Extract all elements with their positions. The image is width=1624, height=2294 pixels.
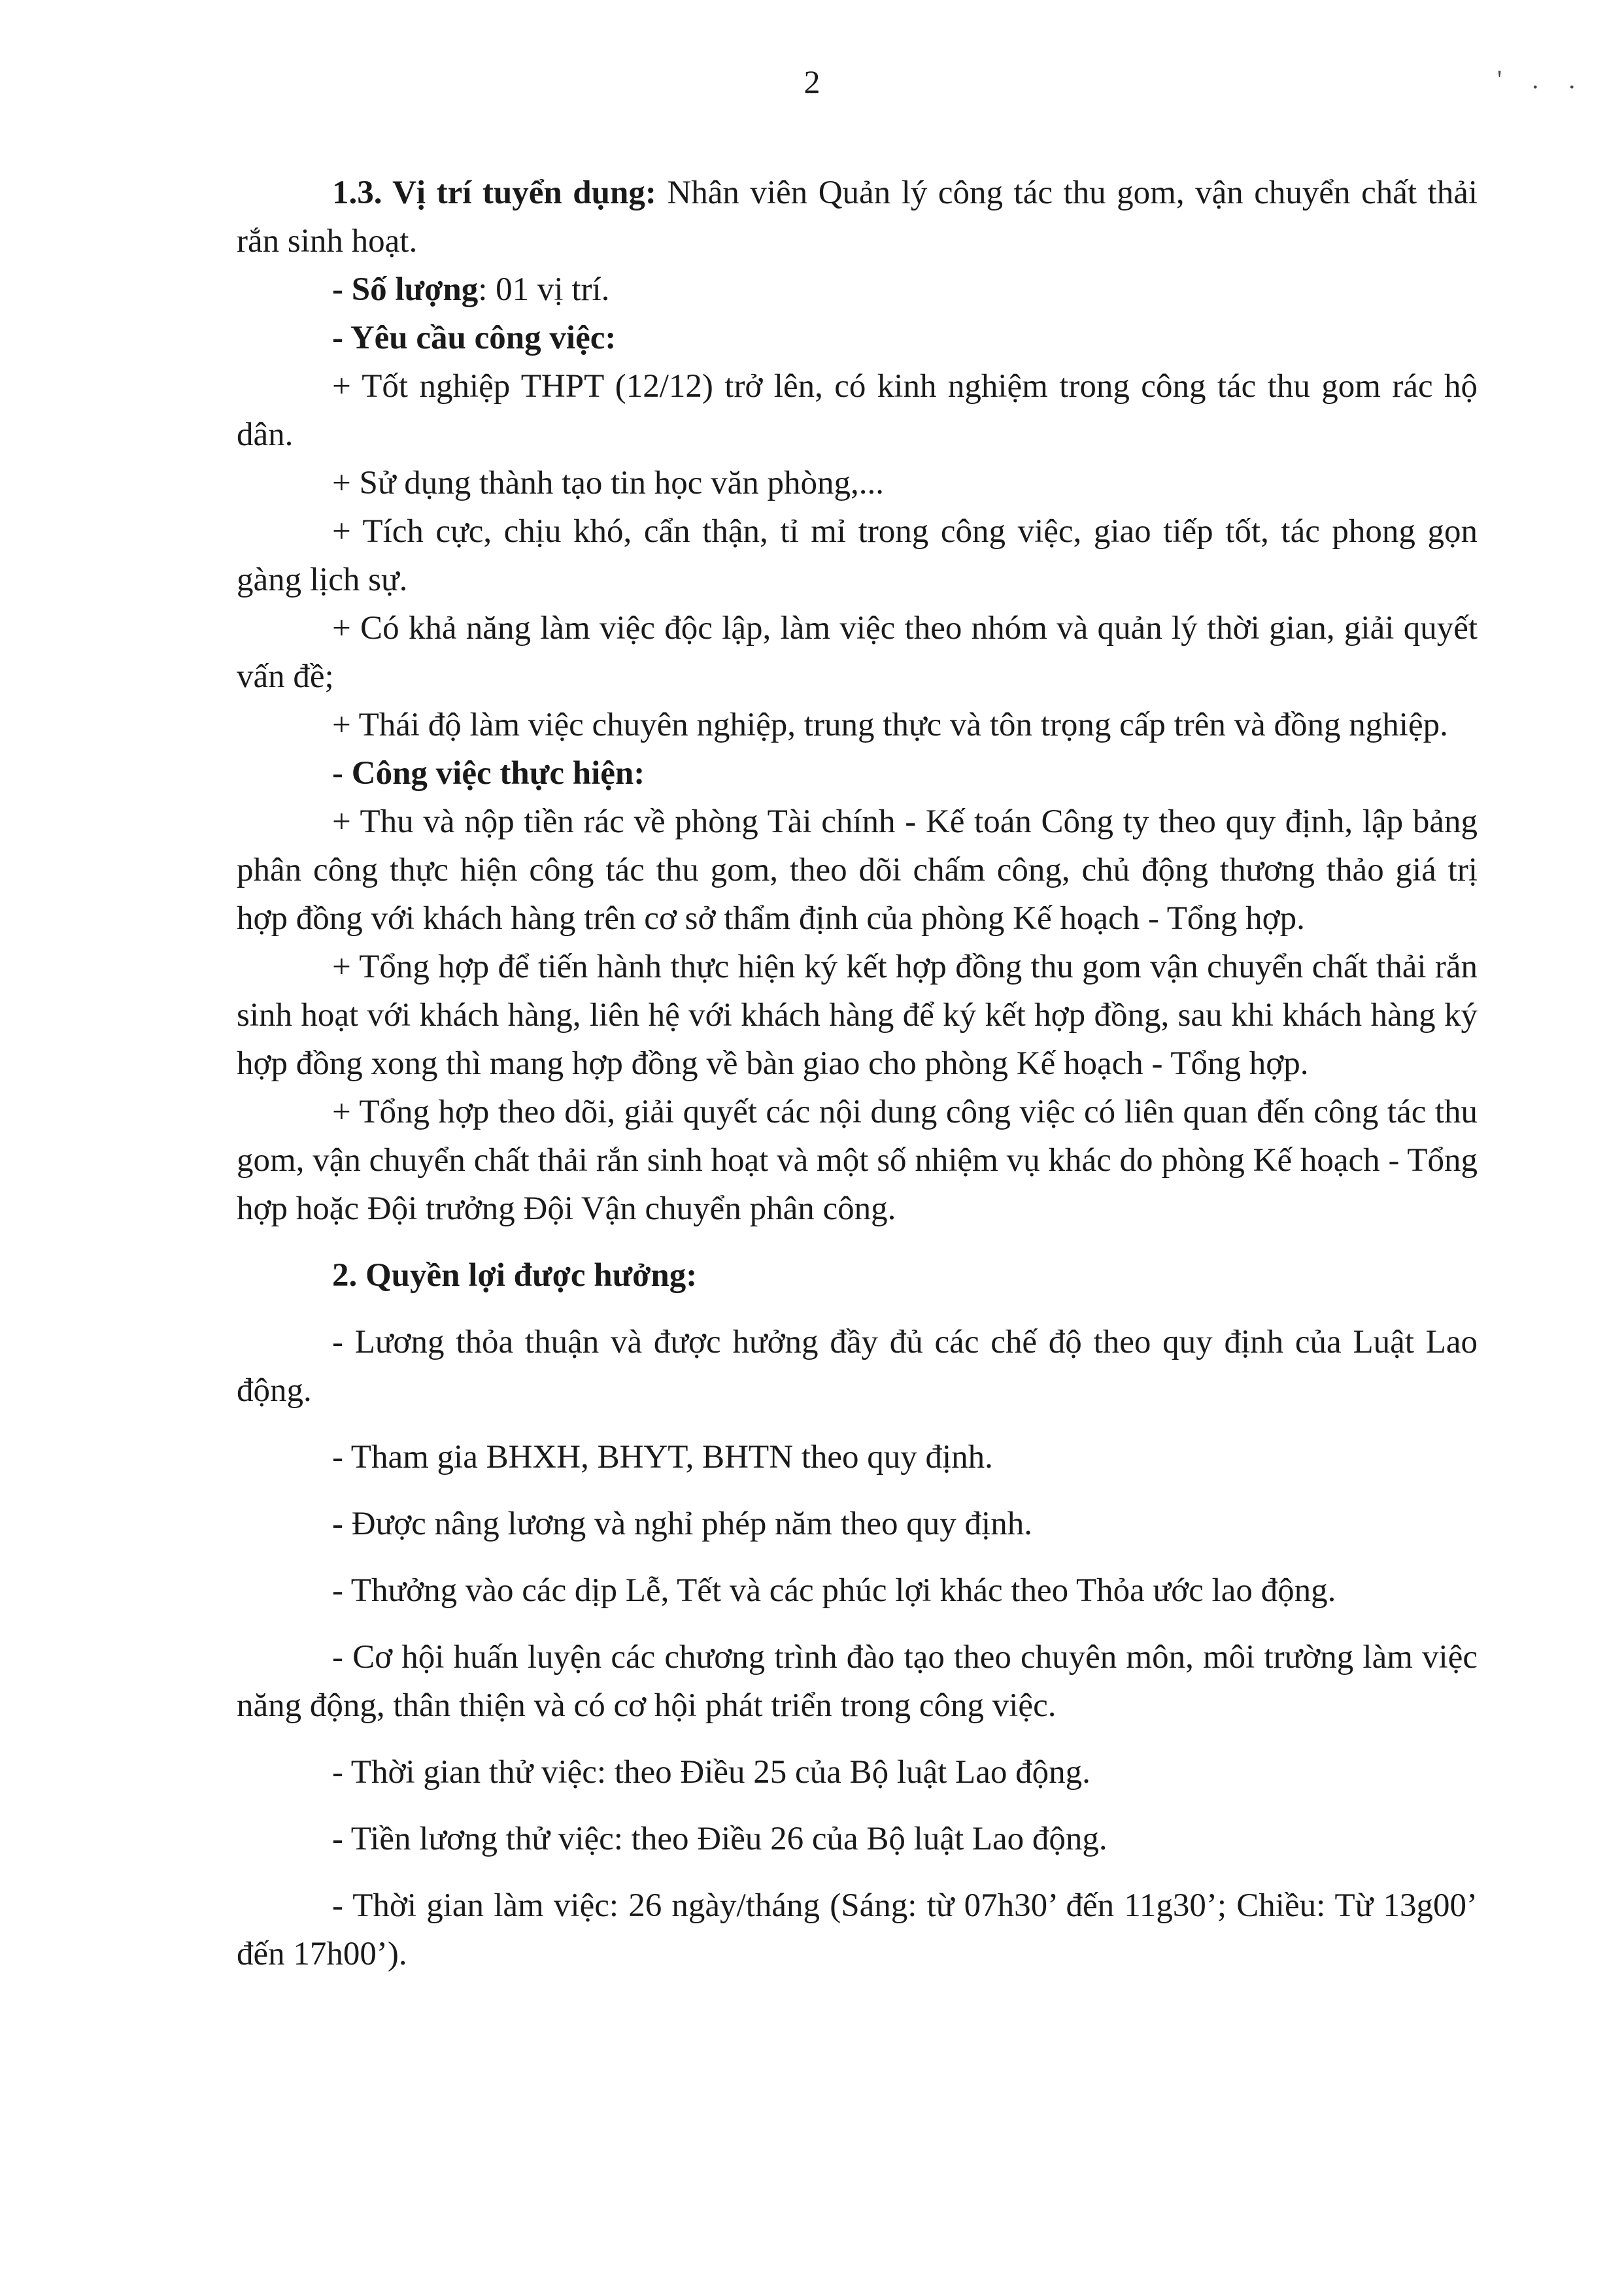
benefit-item: - Cơ hội huấn luyện các chương trình đào tạo theo chuyên môn, môi trường làm việc năng động, thân thiện và có cơ hội phát triển trong công việc. bbox=[237, 1639, 1478, 1724]
requirements-heading: - Yêu cầu công việc: bbox=[332, 320, 617, 356]
position-heading: 1.3. Vị trí tuyển dụng: bbox=[332, 175, 656, 211]
requirement-item: + Sử dụng thành tạo tin học văn phòng,... bbox=[332, 465, 884, 501]
benefit-item: - Lương thỏa thuận và được hưởng đầy đủ các chế độ theo quy định của Luật Lao động. bbox=[237, 1324, 1478, 1409]
benefit-item: - Tham gia BHXH, BHYT, BHTN theo quy định. bbox=[332, 1439, 993, 1476]
position-text: Nhân viên Quản lý công tác thu gom, vận chuyển chất thải rắn sinh hoạt. bbox=[237, 175, 1478, 260]
duty-item: + Tổng hợp theo dõi, giải quyết các nội dung công việc có liên quan đến công tác thu gom, vận chuyển chất thải rắn sinh hoạt và một số nhiệm vụ khác do phòng Kế hoạch - Tổng hợp hoặc Đội trưởng Đội Vận chuyển phân công. bbox=[237, 1094, 1478, 1227]
benefits-heading: 2. Quyền lợi được hưởng: bbox=[332, 1257, 698, 1294]
benefit-item: - Tiền lương thử việc: theo Điều 26 của Bộ luật Lao động. bbox=[332, 1821, 1108, 1857]
requirement-item: + Có khả năng làm việc độc lập, làm việc theo nhóm và quản lý thời gian, giải quyết vấn đề; bbox=[237, 610, 1478, 695]
requirement-item: + Tích cực, chịu khó, cẩn thận, tỉ mỉ trong công việc, giao tiếp tốt, tác phong gọn gàng lịch sự. bbox=[237, 513, 1478, 598]
scan-marks: ' . . bbox=[1497, 65, 1587, 94]
page-number: 2 bbox=[804, 63, 820, 100]
quantity-value: : 01 vị trí. bbox=[478, 271, 610, 308]
benefit-item: - Thời gian thử việc: theo Điều 25 của Bộ luật Lao động. bbox=[332, 1754, 1091, 1791]
requirement-item: + Tốt nghiệp THPT (12/12) trở lên, có kinh nghiệm trong công tác thu gom rác hộ dân. bbox=[237, 368, 1478, 453]
benefit-item: - Thời gian làm việc: 26 ngày/tháng (Sáng: từ 07h30’ đến 11g30’; Chiều: Từ 13g00’ đến 17h00’). bbox=[237, 1887, 1478, 1972]
document-body bbox=[237, 169, 1478, 1978]
quantity-label: - Số lượng bbox=[332, 271, 479, 308]
duty-item: + Thu và nộp tiền rác về phòng Tài chính - Kế toán Công ty theo quy định, lập bảng phân công thực hiện công tác thu gom, theo dõi chấm công, chủ động thương thảo giá trị hợp đồng với khách hàng trên cơ sở thẩm định của phòng Kế hoạch - Tổng hợp. bbox=[237, 803, 1478, 937]
position-paragraph bbox=[237, 169, 1478, 265]
duty-item: + Tổng hợp để tiến hành thực hiện ký kết hợp đồng thu gom vận chuyển chất thải rắn sinh hoạt với khách hàng, liên hệ với khách hàng để ký kết hợp đồng, sau khi khách hàng ký hợp đồng xong thì mang hợp đồng về bàn giao cho phòng Kế hoạch - Tổng hợp. bbox=[237, 949, 1478, 1082]
benefit-item: - Được nâng lương và nghỉ phép năm theo quy định. bbox=[332, 1506, 1032, 1542]
benefit-item: - Thưởng vào các dịp Lễ, Tết và các phúc lợi khác theo Thỏa ước lao động. bbox=[332, 1572, 1336, 1609]
quantity-line bbox=[237, 265, 1478, 314]
duties-heading: - Công việc thực hiện: bbox=[332, 755, 645, 792]
requirement-item: + Thái độ làm việc chuyên nghiệp, trung thực và tôn trọng cấp trên và đồng nghiệp. bbox=[332, 707, 1448, 743]
